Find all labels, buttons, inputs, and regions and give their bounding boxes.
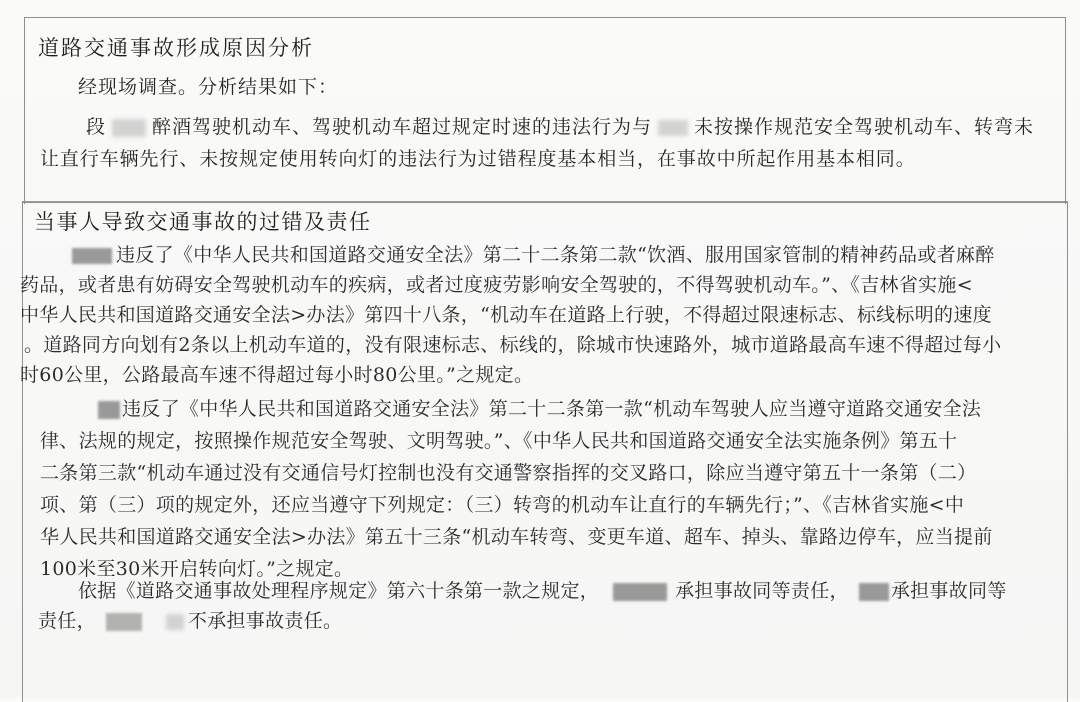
- para1-line-5: 时60公里，公路最高车速不得超过每小时80公里。”之规定。: [20, 364, 534, 386]
- redacted-name: [166, 614, 184, 630]
- para3-line-1: [78, 582, 1007, 601]
- para1-text: 违反了《中华人民共和国道路交通安全法》第二十二条第二款“饮酒、服用国家管制的精神药品或者麻醉: [116, 244, 995, 266]
- para2-line-4: 项、第（三）项的规定外，还应当遵守下列规定：（三）转弯的机动车让直行的车辆先行；”、《吉林省实施<中: [40, 494, 965, 516]
- redacted-name: [112, 119, 146, 137]
- party-c-no-liability: 不承担事故责任。: [187, 610, 343, 632]
- para1-line-1: [72, 246, 995, 265]
- party-a-surname: 段: [86, 116, 107, 138]
- party-a-liability: 承担事故同等责任，: [675, 580, 849, 602]
- redacted-name: [658, 120, 688, 136]
- analysis-paragraph-line-2: 让直行车辆先行、未按规定使用转向灯的违法行为过错程度基本相当，在事故中所起作用基本相同。: [40, 148, 916, 170]
- redacted-name: [613, 583, 667, 601]
- para3-basis: 依据《道路交通事故处理程序规定》第六十条第一款之规定，: [78, 580, 600, 602]
- para2-line-6: 100米至30米开启转向灯。”之规定。: [40, 558, 354, 580]
- party-b-violation: 未按操作规范安全驾驶机动车、转弯未: [694, 116, 1035, 138]
- redacted-name: [98, 401, 120, 419]
- para2-line-1: [98, 400, 981, 419]
- para1-line-4: 。道路同方向划有2条以上机动车道的，没有限速标志、标线的，除城市快速路外，城市道路最高车速不得超过每小: [24, 334, 1002, 356]
- redacted-name: [106, 613, 142, 631]
- party-b-liability: 承担事故同等: [890, 580, 1007, 602]
- party-a-violation: 醉酒驾驶机动车、驾驶机动车超过规定时速的违法行为与: [152, 116, 653, 138]
- cause-analysis-title: 道路交通事故形成原因分析: [38, 36, 314, 60]
- analysis-intro: 经现场调查。分析结果如下：: [78, 76, 339, 98]
- para3-responsibility: 责任，: [38, 610, 96, 632]
- redacted-name: [72, 248, 112, 264]
- fault-responsibility-title: 当事人导致交通事故的过错及责任: [34, 210, 372, 234]
- para2-line-2: 律、法规的规定，按照操作规范安全驾驶、文明驾驶。”、《中华人民共和国道路交通安全法实施条例》第五十: [40, 430, 958, 452]
- para1-line-3: 中华人民共和国道路交通安全法>办法》第四十八条，“机动车在道路上行驶，不得超过限速标志、标线标明的速度: [20, 304, 992, 326]
- redacted-name: [859, 583, 889, 601]
- para2-line-5: 华人民共和国道路交通安全法>办法》第五十三条“机动车转弯、变更车道、超车、掉头、靠路边停车，应当提前: [40, 526, 993, 548]
- para1-line-2: 药品，或者患有妨碍安全驾驶机动车的疾病，或者过度疲劳影响安全驾驶的，不得驾驶机动车。”、《吉林省实施<: [20, 274, 973, 296]
- para2-line-3: 二条第三款“机动车通过没有交通信号灯控制也没有交通警察指挥的交叉路口，除应当遵守第五十一条第（二）: [40, 462, 977, 484]
- para3-line-2: [38, 612, 342, 631]
- analysis-paragraph-line-1: [86, 118, 1034, 137]
- para2-text: 违反了《中华人民共和国道路交通安全法》第二十二条第一款“机动车驾驶人应当遵守道路交通安全法: [122, 398, 982, 420]
